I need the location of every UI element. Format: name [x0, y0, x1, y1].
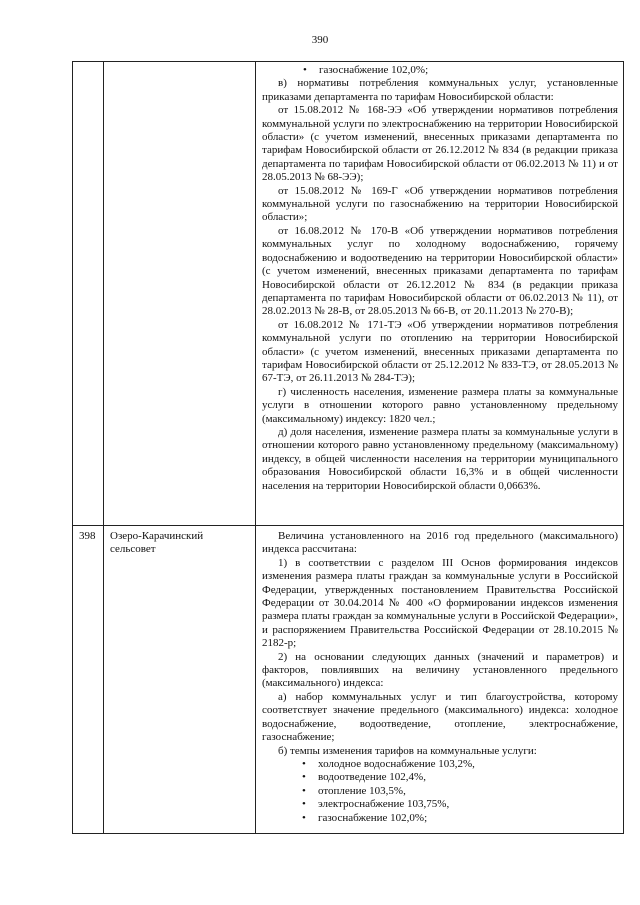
tariff-bullet: • газоснабжение 102,0%; [302, 811, 428, 824]
bullet-icon: • [302, 771, 306, 784]
tariff-bullet: • газоснабжение 102,0%; [303, 64, 429, 76]
paragraph: от 15.08.2012 № 169-Г «Об утверждении нормативов потребления коммунальной услуги по газоснабжению на территории Новосибирской области»; [262, 184, 618, 224]
paragraph: в) нормативы потребления коммунальных услуг, установленные приказами департамента по тарифам Новосибирской области: [262, 77, 618, 103]
paragraph: б) темпы изменения тарифов на коммунальные услуги: [278, 744, 537, 757]
paragraph: 1) в соответствии с разделом III Основ формирования индексов изменения размера платы граждан за коммунальные услуги в Российской Федерации, утвержденных постановлением Правительства Российской Федерации от 30.04.2014 № 400 «О формировании индексов изменения размера платы граждан за коммунальные услуги в Российской Федерации», и распоряжением Правительства Российской Федерации от 28.10.2015 № 2182-р; [262, 556, 618, 650]
tariff-bullet: • водоотведение 102,4%, [302, 771, 426, 784]
municipality-name-cell [104, 526, 256, 834]
municipality-name-cell [104, 62, 256, 526]
paragraph: от 15.08.2012 № 168-ЭЭ «Об утверждении нормативов потребления коммунальной услуги по электроснабжению на территории Новосибирской области» (с учетом изменений, внесенных приказами департамента по тарифам Новосибирской области от 26.12.2012 № 834 (в редакции приказа департамента по тарифам Новосибирской области от 06.02.2013 № 11) и от 28.05.2013 № 68-ЭЭ); [262, 104, 618, 184]
paragraph: Величина установленного на 2016 год предельного (максимального) индекса рассчитана: [262, 530, 618, 556]
page-number: 390 [311, 34, 329, 46]
tariff-bullet: • электроснабжение 103,75%, [302, 798, 450, 811]
bullet-icon: • [303, 64, 307, 76]
table-row [73, 62, 624, 526]
municipality-name [104, 62, 255, 66]
paragraph: от 16.08.2012 № 171-ТЭ «Об утверждении нормативов потребления коммунальной услуги по отоплению на территории Новосибирской области» (с учетом изменений, внесенных приказами департамента по тарифам Новосибирской области от 25.12.2012 № 833-ТЭ, от 28.05.2013 № 67-ТЭ, от 26.11.2013 № 284-ТЭ); [262, 318, 618, 385]
row-number: 398 [79, 530, 96, 542]
paragraph: д) доля населения, изменение размера платы за коммунальные услуги в отношении которого равно установленному предельному (максимальному) индексу, в общей численности населения на территории муниципального образования Новосибирской области 16,3% и в общей численности населения на территории Новосибирской области 0,0663%. [262, 425, 618, 492]
bullet-icon: • [302, 757, 306, 770]
bullet-icon: • [302, 798, 306, 811]
municipality-index-table [72, 61, 624, 834]
tariff-bullet: • отопление 103,5%, [302, 784, 406, 797]
municipality-name: Озеро-Карачинский сельсовет [110, 530, 204, 556]
bullet-icon: • [302, 784, 306, 797]
table-row [73, 526, 624, 834]
tariff-bullet: • холодное водоснабжение 103,2%, [302, 757, 475, 770]
row-number-cell [73, 526, 104, 834]
paragraph: 2) на основании следующих данных (значений и параметров) и факторов, повлиявших на величину установленного предельного (максимального) индекса: [262, 650, 618, 690]
row-number [73, 62, 103, 66]
paragraph: а) набор коммунальных услуг и тип благоустройства, которому соответствует значение предельного (максимального) индекса: холодное водоснабжение, водоотведение, отопление, электроснабжение, газоснабжение; [262, 690, 618, 744]
paragraph: г) численность населения, изменение размера платы за коммунальные услуги в отношении которого равно установленному предельному (максимальному) индексу: 1820 чел.; [262, 385, 618, 425]
justification-cell [256, 62, 624, 526]
paragraph: от 16.08.2012 № 170-В «Об утверждении нормативов потребления коммунальных услуг по холодному водоснабжению, горячему водоснабжению и водоотведению на территории Новосибирской области» (с учетом изменений, внесенных приказами департамента по тарифам Новосибирской области от 26.12.2012 № 834 (в редакции приказа департамента по тарифам Новосибирской области от 06.02.2013 № 11), от 28.02.2013 № 28-В, от 28.05.2013 № 66-В, от 20.11.2013 № 270-В); [262, 224, 618, 318]
justification-cell [256, 526, 624, 834]
row-number-cell [73, 62, 104, 526]
bullet-icon: • [302, 811, 306, 824]
